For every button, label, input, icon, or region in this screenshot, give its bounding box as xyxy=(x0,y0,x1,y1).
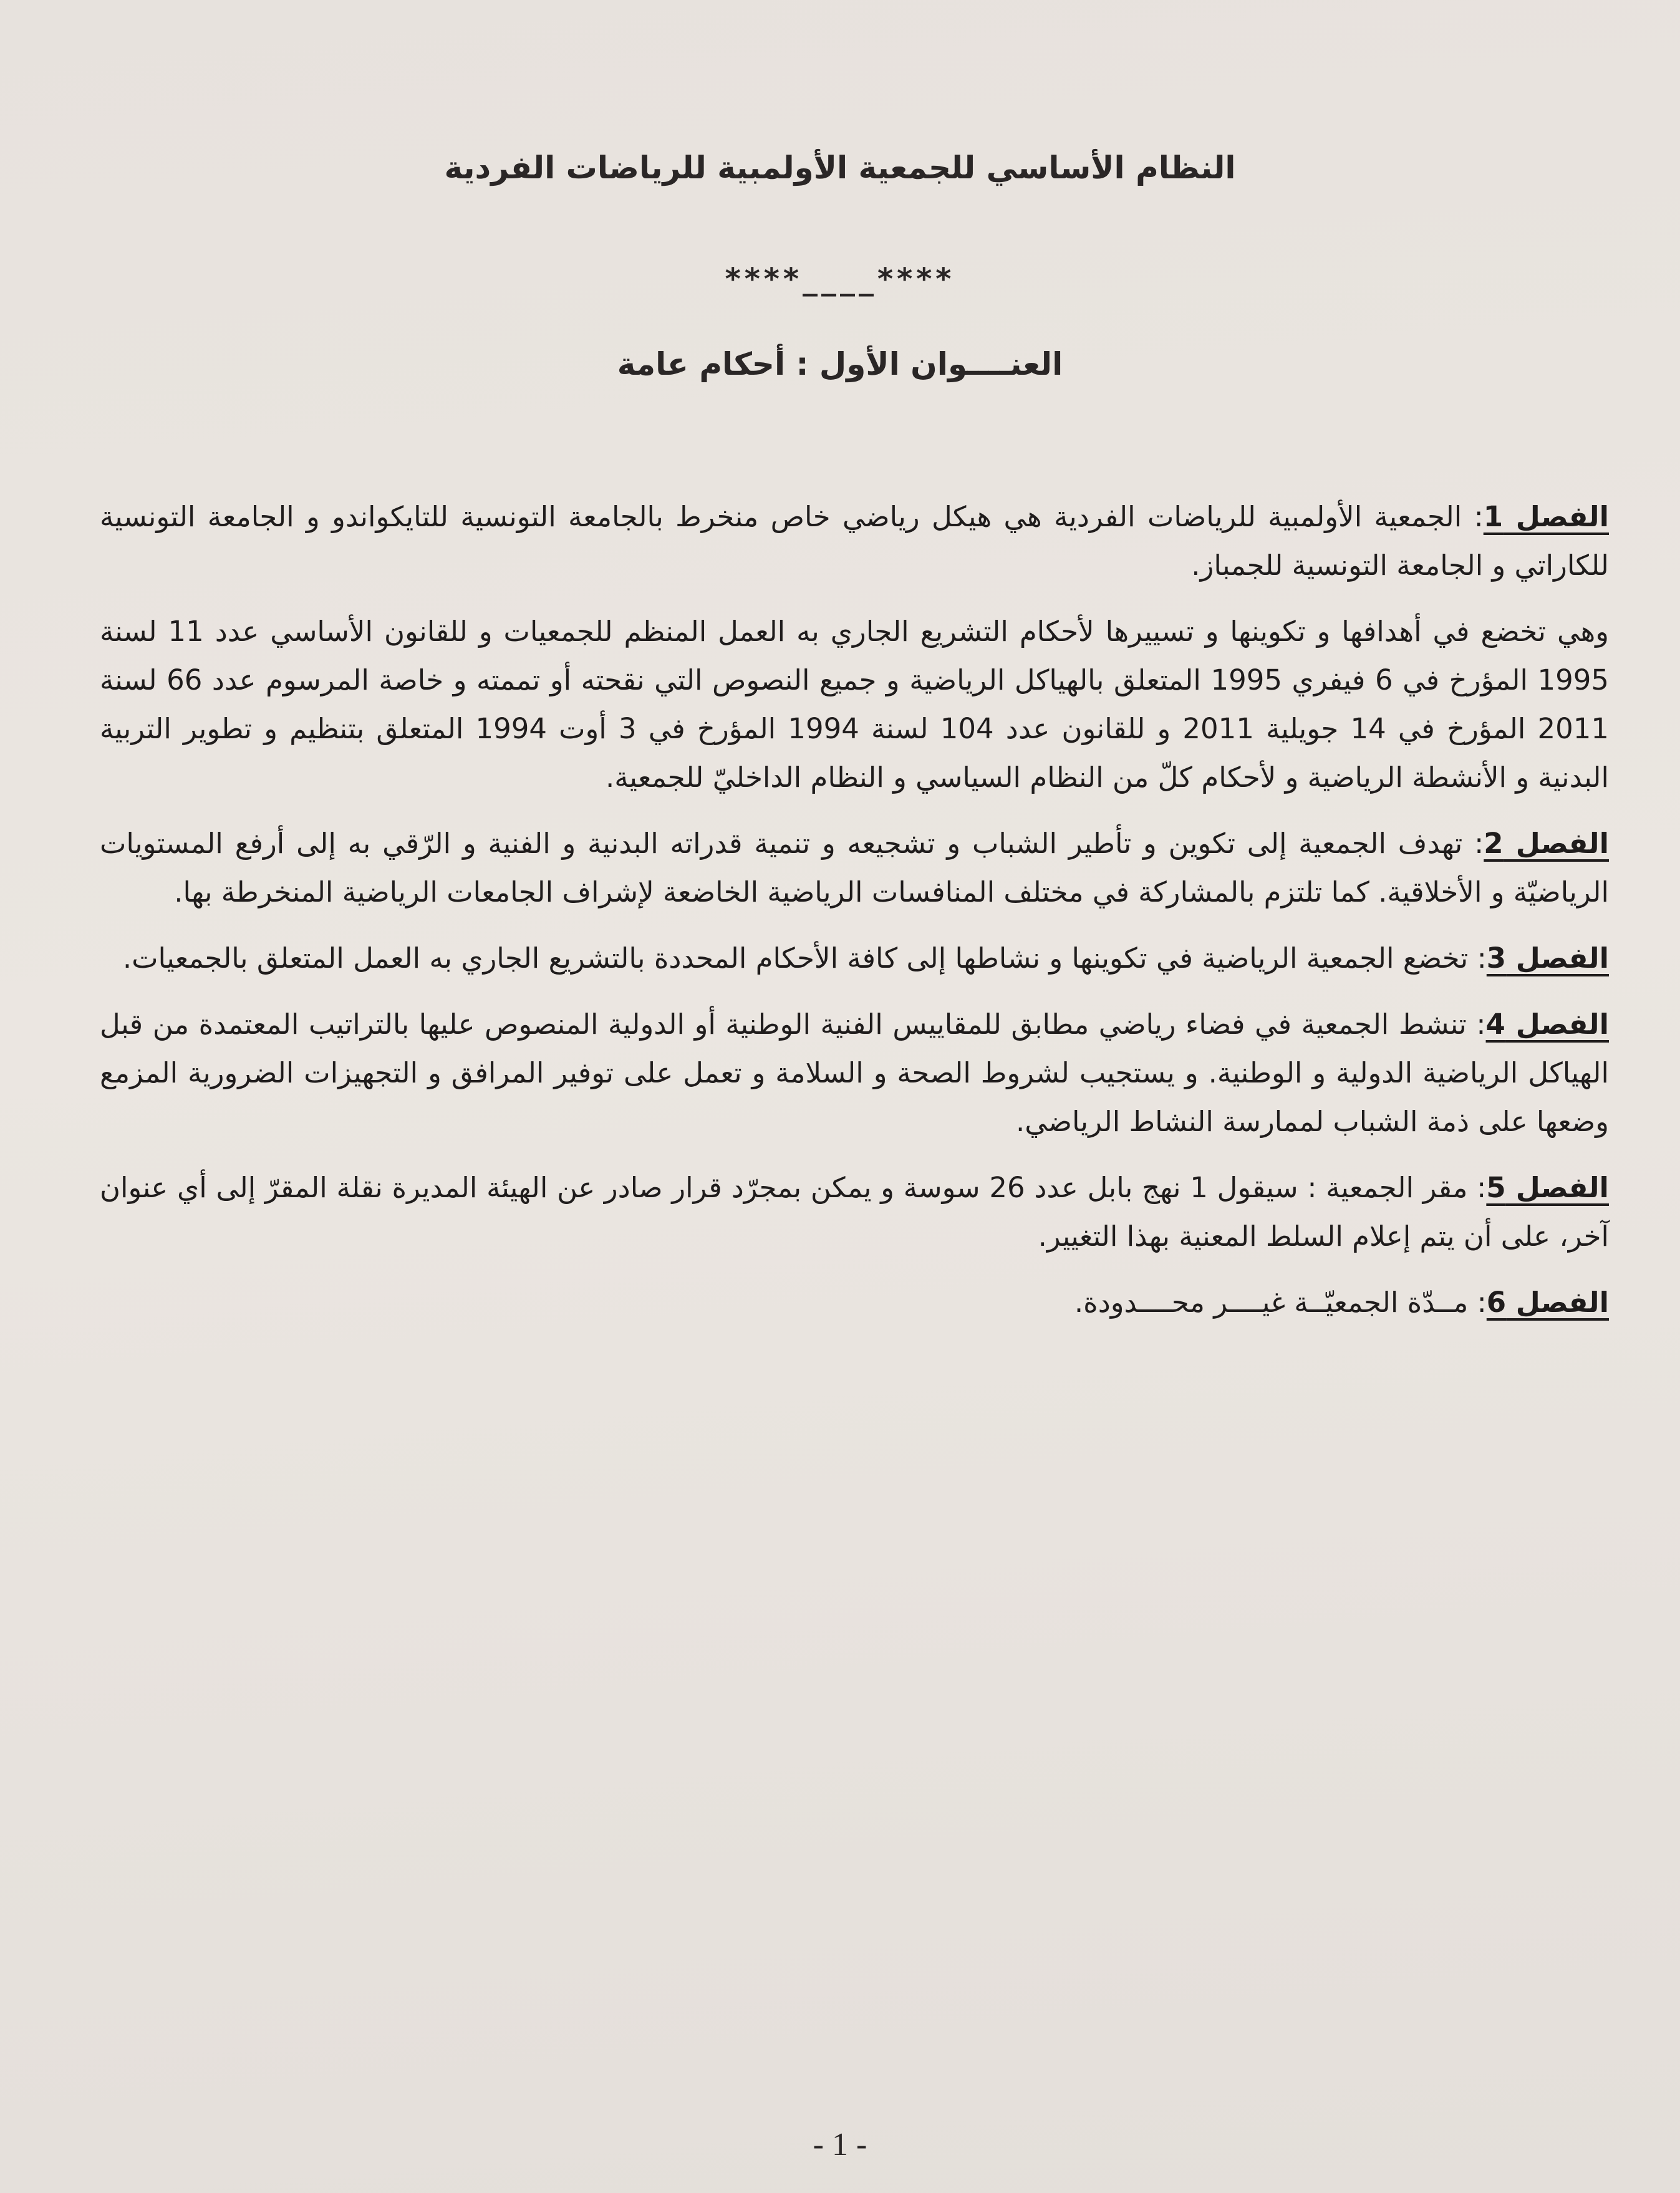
article-text: : تنشط الجمعية في فضاء رياضي مطابق للمقاييس الفنية الوطنية أو الدولية المنصوص عليها بالتراتيب المعتمدة من قبل الهياكل الرياضية الدولية و الوطنية. و يستجيب لشروط الصحة و السلامة و تعمل على توفير المرافق و التجهيزات الضرورية المزمع وضعها على ذمة الشباب لممارسة النشاط الرياضي. xyxy=(100,1008,1609,1138)
article-label: الفصل 5 xyxy=(1486,1171,1609,1204)
article-text: : مــدّة الجمعيّــة غيــــر محــــدودة. xyxy=(1074,1286,1487,1319)
title-separator: ****____**** xyxy=(725,262,955,297)
article-6 xyxy=(100,1278,1609,1327)
article-text: وهي تخضع في أهدافها و تكوينها و تسييرها لأحكام التشريع الجاري به العمل المنظم للجمعيات و للقانون الأساسي عدد 11 لسنة 1995 المؤرخ في 6 فيفري 1995 المتعلق بالهياكل الرياضية و جميع النصوص التي نقحته أو تممته و خاصة المرسوم عدد 66 لسنة 2011 المؤرخ في 14 جويلية 2011 و للقانون عدد 104 لسنة 1994 المؤرخ في 3 أوت 1994 المتعلق بتنظيم و تطوير التربية البدنية و الأنشطة الرياضية و لأحكام كلّ من النظام السياسي و النظام الداخليّ للجمعية. xyxy=(100,615,1610,794)
section-heading: العنــــوان الأول : أحكام عامة xyxy=(617,346,1063,382)
article-text: : الجمعية الأولمبية للرياضات الفردية هي هيكل رياضي خاص منخرط بالجامعة التونسية للتايكواندو و الجامعة التونسية للكاراتي و الجامعة التونسية للجمباز. xyxy=(100,500,1609,582)
article-2 xyxy=(100,819,1609,917)
article-4 xyxy=(100,1000,1609,1146)
article-text: : تهدف الجمعية إلى تكوين و تأطير الشباب و تشجيعه و تنمية قدراته البدنية و الفنية و الرّقي به إلى أرفع المستويات الرياضيّة و الأخلاقية. كما تلتزم بالمشاركة في مختلف المنافسات الرياضية الخاضعة لإشراف الجامعات الرياضية المنخرطة بها. xyxy=(100,827,1609,909)
article-text: : تخضع الجمعية الرياضية في تكوينها و نشاطها إلى كافة الأحكام المحددة بالتشريع الجاري به العمل المتعلق بالجمعيات. xyxy=(122,942,1487,975)
article-label: الفصل 6 xyxy=(1486,1286,1609,1319)
article-text: : مقر الجمعية : سيقول 1 نهج بابل عدد 26 سوسة و يمكن بمجرّد قرار صادر عن الهيئة المديرة نقلة المقرّ إلى أي عنوان آخر، على أن يتم إعلام السلط المعنية بهذا التغيير. xyxy=(100,1171,1609,1253)
article-1-continuation xyxy=(100,607,1609,802)
page-number: - 1 - xyxy=(813,2127,867,2162)
article-3 xyxy=(100,934,1609,983)
article-label: الفصل 4 xyxy=(1485,1008,1609,1041)
article-label: الفصل 3 xyxy=(1486,942,1609,975)
article-label: الفصل 1 xyxy=(1483,500,1609,533)
article-label: الفصل 2 xyxy=(1484,827,1609,860)
article-5 xyxy=(100,1164,1609,1261)
document-body xyxy=(100,493,1609,1344)
article-1 xyxy=(100,493,1609,590)
document-title: النظام الأساسي للجمعية الأولمبية للرياضات الفردية xyxy=(444,150,1236,186)
